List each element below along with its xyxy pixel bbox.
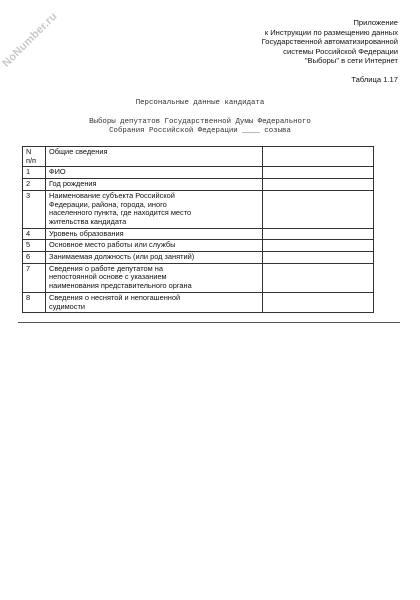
row-number-cell: 1 (23, 167, 46, 179)
row-number-cell: 4 (23, 228, 46, 240)
row-description-cell: Уровень образования (46, 228, 263, 240)
candidate-data-table (22, 146, 374, 313)
table-row (23, 263, 374, 292)
row-number-cell: 5 (23, 240, 46, 252)
table-row (23, 240, 374, 252)
table-row (23, 167, 374, 179)
appendix-line: к Инструкции по размещению данных (264, 27, 398, 37)
value-cell (263, 263, 374, 292)
row-number-cell: 2 (23, 179, 46, 191)
document-subtitle: Выборы депутатов Государственной Думы Федерального (89, 118, 311, 126)
table-row (23, 228, 374, 240)
row-description-cell: Год рождения (46, 179, 263, 191)
table-row (23, 179, 374, 191)
divider (18, 322, 400, 323)
appendix-line: Приложение (353, 18, 398, 27)
value-cell (263, 179, 374, 191)
document-title: Персональные данные кандидата (135, 99, 265, 107)
row-description-cell: Сведения о работе депутатом на непостоянной основе с указанием наименования представительного органа (46, 263, 263, 292)
row-number-cell: 3 (23, 190, 46, 228)
value-cell (263, 228, 374, 240)
appendix-header (262, 18, 398, 66)
value-cell (263, 292, 374, 312)
row-description-cell: Занимаемая должность (или род занятий) (46, 252, 263, 264)
row-number-cell: 6 (23, 252, 46, 264)
table-row (23, 292, 374, 312)
row-description-cell: Сведения о неснятой и непогашенной судимости (46, 292, 263, 312)
appendix-line: "Выборы" в сети Интернет (304, 56, 398, 66)
header-desc-cell: Общие сведения (46, 147, 263, 167)
table-number: Таблица 1.17 (351, 75, 398, 84)
appendix-line: Государственной автоматизированной (261, 37, 398, 47)
row-number-cell: 7 (23, 263, 46, 292)
table-row (23, 252, 374, 264)
appendix-line: системы Российской Федерации (283, 46, 398, 56)
value-cell (263, 147, 374, 167)
table-header-row (23, 147, 374, 167)
document-subtitle: Собрания Российской Федерации ____ созыва (109, 127, 291, 135)
header-num-cell: N п/п (23, 147, 46, 167)
table-row (23, 190, 374, 228)
value-cell (263, 240, 374, 252)
value-cell (263, 167, 374, 179)
row-number-cell: 8 (23, 292, 46, 312)
watermark: NoNumber.ru (0, 10, 60, 70)
value-cell (263, 252, 374, 264)
row-description-cell: Основное место работы или службы (46, 240, 263, 252)
row-description-cell: Наименование субъекта Российской Федерации, района, города, иного населенного пункта, где находится место жительства кандидата (46, 190, 263, 228)
value-cell (263, 190, 374, 228)
row-description-cell: ФИО (46, 167, 263, 179)
